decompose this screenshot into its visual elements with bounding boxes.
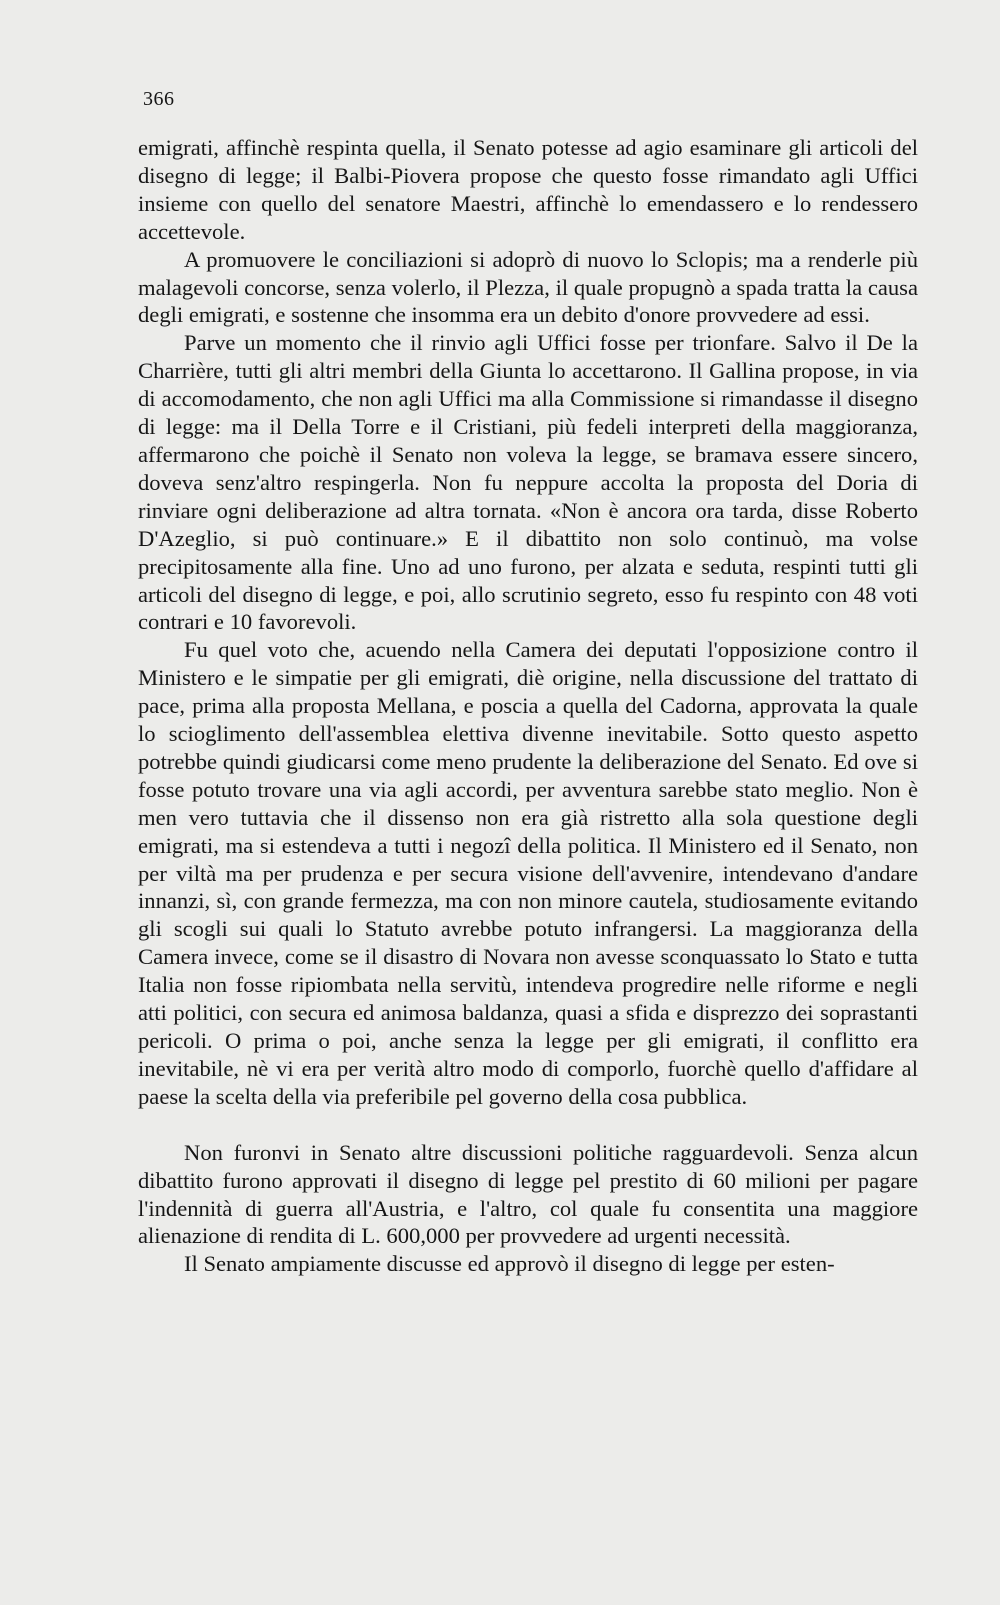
body-text — [138, 134, 918, 1278]
paragraph: A promuovere le conciliazioni si adoprò di nuovo lo Sclopis; ma a renderle più malagevoli concorse, senza volerlo, il Plezza, il quale propugnò a spada tratta la causa degli emigrati, e sostenne che insomma era un debito d'onore provvedere ad essi. — [138, 246, 918, 328]
paragraph: Parve un momento che il rinvio agli Uffici fosse per trionfare. Salvo il De la Charrière, tutti gli altri membri della Giunta lo accettarono. Il Gallina propose, in via di accomodamento, che non agli Uffici ma alla Commissione si rimandasse il disegno di legge: ma il Della Torre e il Cristiani, più fedeli interpreti della maggioranza, affermarono che poichè il Senato non voleva la legge, se bramava essere sincero, doveva senz'altro respingerla. Non fu neppure accolta la proposta del Doria di rinviare ogni deliberazione ad altra tornata. «Non è ancora ora tarda, disse Roberto D'Azeglio, si può continuare.» E il dibattito non solo continuò, ma volse precipitosamente alla fine. Uno ad uno furono, per alzata e seduta, respinti tutti gli articoli del disegno di legge, e poi, allo scrutinio segreto, esso fu respinto con 48 voti contrari e 10 favorevoli. — [138, 330, 918, 635]
paragraph: Il Senato ampiamente discusse ed approvò il disegno di legge per esten- — [184, 1251, 835, 1277]
paragraph: Fu quel voto che, acuendo nella Camera dei deputati l'opposizione contro il Ministero e le simpatie per gli emigrati, diè origine, nella discussione del trattato di pace, prima alla proposta Mellana, e poscia a quella del Cadorna, approvata la quale lo scioglimento dell'assemblea elettiva divenne inevitabile. Sotto questo aspetto potrebbe quindi giudicarsi come meno prudente la deliberazione del Senato. Ed ove si fosse potuto trovare una via agli accordi, per avventura sarebbe stato meglio. Non è men vero tuttavia che il dissenso non era già ristretto alla sola questione degli emigrati, ma si estendeva a tutti i negozî della politica. Il Ministero ed il Senato, non per viltà ma per prudenza e per secura visione dell'avvenire, intendevano d'andare innanzi, sì, con grande fermezza, ma con non minore cautela, studiosamente evitando gli scogli sui quali lo Statuto avrebbe potuto infrangersi. La maggioranza della Camera invece, come se il disastro di Novara non avesse sconquassato lo Stato e tutta Italia non fosse ripiombata nella servitù, intendeva progredire nelle riforme e negli atti politici, con secura ed animosa baldanza, quasi a sfida e disprezzo dei soprastanti pericoli. O prima o poi, anche senza la legge per gli emigrati, il conflitto era inevitabile, nè vi era per verità altro modo di comporlo, fuorchè quello d'affidare al paese la scelta della via preferibile pel governo della cosa pubblica. — [138, 637, 918, 1109]
paragraph: Non furonvi in Senato altre discussioni politiche ragguardevoli. Senza alcun dibattito furono approvati il disegno di legge pel prestito di 60 milioni per pagare l'indennità di guerra all'Austria, e l'altro, col quale fu consentita una maggiore alienazione di rendita di L. 600,000 per provvedere ad urgenti necessità. — [138, 1139, 918, 1249]
page-number: 366 — [143, 88, 175, 110]
paragraph: emigrati, affinchè respinta quella, il Senato potesse ad agio esaminare gli articoli del disegno di legge; il Balbi-Piovera propose che questo fosse rimandato agli Uffici insieme con quello del senatore Maestri, affinchè lo emendassero e lo rendessero accettevole. — [138, 135, 918, 244]
